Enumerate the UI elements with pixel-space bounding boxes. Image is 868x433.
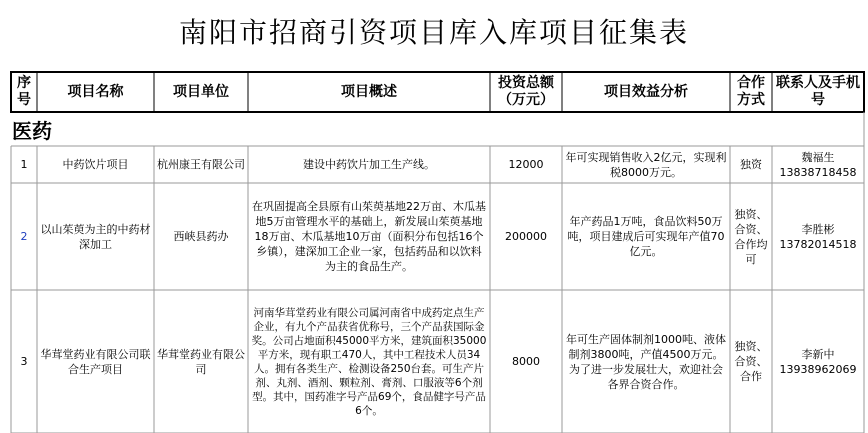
row-benefit: 年产药品1万吨，食品饮料50万吨，项目建成后可实现年产值70亿元。 xyxy=(567,215,725,258)
header-investment: 投资总额（万元） xyxy=(498,75,554,108)
row-seq: 2 xyxy=(20,230,28,243)
row-contact: 魏福生 13838718458 xyxy=(779,150,857,179)
header-cooperation: 合作方式 xyxy=(737,75,765,108)
row-investment: 200000 xyxy=(505,230,547,243)
row-investment: 12000 xyxy=(508,158,544,171)
row-project-name: 中药饮片项目 xyxy=(62,158,129,171)
row-project-desc: 河南华茸堂药业有限公司属河南省中成药定点生产企业，有九个产品获省优称号，三个产品获国际金奖。公司占地面积45000平方米，建筑面积35000平方米，现有职工470人，其中工程技术人员34人。拥有各类生产、检测设备250台套。可生产片剂、丸剂、酒剂、颗粒剂、膏剂、口服液等6个剂型。其中，国药准字号产品69个，食品健字号产品6个。 xyxy=(251,306,487,417)
header-contact: 联系人及手机号 xyxy=(776,75,860,108)
header-benefit: 项目效益分析 xyxy=(604,83,688,100)
row-investment: 8000 xyxy=(512,355,540,368)
row-benefit: 年可实现销售收入2亿元，实现利税8000万元。 xyxy=(565,150,727,179)
row-seq: 3 xyxy=(20,355,28,368)
row-project-unit: 西峡县药办 xyxy=(173,230,229,243)
page-title: 南阳市招商引资项目库入库项目征集表 xyxy=(178,16,689,49)
row-cooperation: 独资、合资、合作 xyxy=(734,340,768,383)
row-benefit: 年可生产固体制剂1000吨、液体制剂3800吨，产值4500万元。为了进一步发展壮大，欢迎社会各界合资合作。 xyxy=(566,332,726,391)
row-project-desc: 在巩固提高全县原有山茱萸基地22万亩、木瓜基地5万亩管理水平的基础上，新发展山茱萸基地18万亩、木瓜基地10万亩（面积分布包括16个乡镇），建深加工企业一家，包括药品和以饮料为主的食品生产。 xyxy=(252,200,486,273)
row-cooperation: 独资 xyxy=(740,158,762,171)
row-project-name: 华茸堂药业有限公司联合生产项目 xyxy=(40,347,151,376)
header-project-name: 项目名称 xyxy=(67,83,124,100)
row-contact: 李新中 13938962069 xyxy=(779,347,857,376)
row-contact: 李胜彬 13782014518 xyxy=(779,222,857,251)
row-seq: 1 xyxy=(20,158,28,171)
row-cooperation: 独资、合资、合作均可 xyxy=(734,207,768,266)
row-project-unit: 华茸堂药业有限公司 xyxy=(157,347,245,376)
row-project-name: 以山茱萸为主的中药材深加工 xyxy=(40,222,151,251)
header-project-unit: 项目单位 xyxy=(173,83,229,100)
row-project-desc: 建设中药饮片加工生产线。 xyxy=(303,158,435,171)
row-project-unit: 杭州康王有限公司 xyxy=(157,158,245,171)
section-title: 医药 xyxy=(12,119,52,143)
header-project-desc: 项目概述 xyxy=(341,83,397,100)
header-seq: 序号 xyxy=(17,75,31,108)
